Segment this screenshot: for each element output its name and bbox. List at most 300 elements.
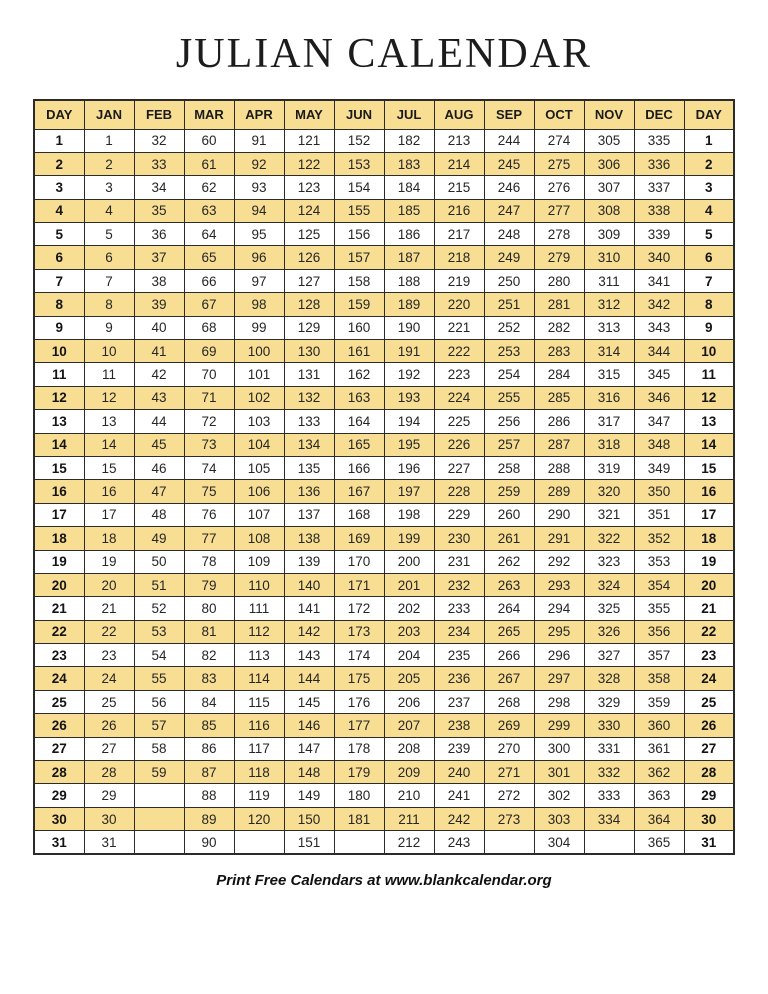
- table-cell: 7: [34, 269, 84, 292]
- table-cell: 107: [234, 503, 284, 526]
- table-cell: 149: [284, 784, 334, 807]
- table-cell: 241: [434, 784, 484, 807]
- table-cell: 18: [84, 527, 134, 550]
- table-cell: 300: [534, 737, 584, 760]
- table-row: [34, 644, 734, 667]
- table-cell: 176: [334, 690, 384, 713]
- table-cell: 302: [534, 784, 584, 807]
- table-cell: 102: [234, 386, 284, 409]
- table-cell: 299: [534, 714, 584, 737]
- table-cell: 272: [484, 784, 534, 807]
- table-cell: 354: [634, 573, 684, 596]
- table-row: [34, 597, 734, 620]
- table-cell: 13: [84, 410, 134, 433]
- table-cell: 238: [434, 714, 484, 737]
- table-cell: 262: [484, 550, 534, 573]
- table-row: [34, 293, 734, 316]
- table-cell: 339: [634, 223, 684, 246]
- table-cell: 324: [584, 573, 634, 596]
- table-cell: 248: [484, 223, 534, 246]
- table-cell: 271: [484, 761, 534, 784]
- table-cell: 351: [634, 503, 684, 526]
- table-row: [34, 340, 734, 363]
- table-cell: 12: [84, 386, 134, 409]
- table-cell: 25: [34, 690, 84, 713]
- table-cell: 50: [134, 550, 184, 573]
- table-row: [34, 527, 734, 550]
- table-cell: 189: [384, 293, 434, 316]
- table-cell: 220: [434, 293, 484, 316]
- table-cell: 249: [484, 246, 534, 269]
- table-cell: 306: [584, 152, 634, 175]
- table-cell: 183: [384, 152, 434, 175]
- table-cell: 338: [634, 199, 684, 222]
- table-cell: 269: [484, 714, 534, 737]
- table-cell: 346: [634, 386, 684, 409]
- table-cell: 239: [434, 737, 484, 760]
- table-cell: 200: [384, 550, 434, 573]
- table-cell: 57: [134, 714, 184, 737]
- table-row: [34, 831, 734, 854]
- table-cell: 195: [384, 433, 434, 456]
- table-cell: 225: [434, 410, 484, 433]
- table-cell: 58: [134, 737, 184, 760]
- table-cell: 186: [384, 223, 434, 246]
- table-cell: 65: [184, 246, 234, 269]
- table-cell: 37: [134, 246, 184, 269]
- table-cell: 18: [684, 527, 734, 550]
- table-cell: 31: [84, 831, 134, 854]
- table-cell: 231: [434, 550, 484, 573]
- table-cell: 168: [334, 503, 384, 526]
- table-cell: 143: [284, 644, 334, 667]
- table-cell: 54: [134, 644, 184, 667]
- table-cell: 237: [434, 690, 484, 713]
- table-cell: 332: [584, 761, 634, 784]
- table-cell: 188: [384, 269, 434, 292]
- table-cell: 38: [134, 269, 184, 292]
- table-cell: 83: [184, 667, 234, 690]
- table-cell: 342: [634, 293, 684, 316]
- table-cell: 11: [34, 363, 84, 386]
- table-cell: 3: [84, 176, 134, 199]
- table-row: [34, 410, 734, 433]
- table-cell: 194: [384, 410, 434, 433]
- table-cell: 18: [34, 527, 84, 550]
- table-cell: 19: [84, 550, 134, 573]
- table-cell: 208: [384, 737, 434, 760]
- table-cell: 98: [234, 293, 284, 316]
- table-cell: 124: [284, 199, 334, 222]
- table-cell: 80: [184, 597, 234, 620]
- table-cell: [134, 831, 184, 854]
- table-cell: 1: [684, 129, 734, 152]
- table-cell: 356: [634, 620, 684, 643]
- table-cell: 210: [384, 784, 434, 807]
- table-cell: 198: [384, 503, 434, 526]
- table-cell: 3: [684, 176, 734, 199]
- table-cell: 216: [434, 199, 484, 222]
- table-cell: 359: [634, 690, 684, 713]
- table-cell: 19: [34, 550, 84, 573]
- table-cell: 136: [284, 480, 334, 503]
- table-cell: 51: [134, 573, 184, 596]
- table-cell: 349: [634, 456, 684, 479]
- table-cell: 15: [84, 456, 134, 479]
- table-cell: 131: [284, 363, 334, 386]
- table-row: [34, 480, 734, 503]
- table-cell: 13: [684, 410, 734, 433]
- table-cell: 218: [434, 246, 484, 269]
- table-cell: 16: [34, 480, 84, 503]
- table-cell: 259: [484, 480, 534, 503]
- table-cell: 172: [334, 597, 384, 620]
- table-cell: 363: [634, 784, 684, 807]
- table-cell: 8: [34, 293, 84, 316]
- table-cell: 323: [584, 550, 634, 573]
- table-cell: 283: [534, 340, 584, 363]
- table-cell: 263: [484, 573, 534, 596]
- table-cell: 23: [684, 644, 734, 667]
- table-cell: 109: [234, 550, 284, 573]
- column-header-day: DAY: [34, 100, 84, 129]
- column-header-apr: APR: [234, 100, 284, 129]
- table-cell: 182: [384, 129, 434, 152]
- table-cell: 135: [284, 456, 334, 479]
- table-cell: 117: [234, 737, 284, 760]
- table-cell: 115: [234, 690, 284, 713]
- header-row: [34, 100, 734, 129]
- table-cell: 297: [534, 667, 584, 690]
- table-row: [34, 269, 734, 292]
- table-cell: 4: [34, 199, 84, 222]
- table-cell: 251: [484, 293, 534, 316]
- table-cell: [134, 807, 184, 830]
- table-cell: 26: [34, 714, 84, 737]
- table-cell: 63: [184, 199, 234, 222]
- table-cell: 21: [684, 597, 734, 620]
- table-row: [34, 503, 734, 526]
- table-cell: 30: [84, 807, 134, 830]
- table-cell: 7: [684, 269, 734, 292]
- table-cell: 39: [134, 293, 184, 316]
- table-cell: 19: [684, 550, 734, 573]
- table-cell: 290: [534, 503, 584, 526]
- table-cell: 310: [584, 246, 634, 269]
- table-cell: 6: [34, 246, 84, 269]
- table-cell: 17: [34, 503, 84, 526]
- table-cell: 185: [384, 199, 434, 222]
- table-cell: 31: [34, 831, 84, 854]
- table-cell: 309: [584, 223, 634, 246]
- table-cell: 88: [184, 784, 234, 807]
- table-cell: 345: [634, 363, 684, 386]
- table-cell: 228: [434, 480, 484, 503]
- table-cell: 127: [284, 269, 334, 292]
- column-header-day-right: DAY: [684, 100, 734, 129]
- table-cell: 113: [234, 644, 284, 667]
- table-cell: 121: [284, 129, 334, 152]
- table-row: [34, 363, 734, 386]
- column-header-feb: FEB: [134, 100, 184, 129]
- table-cell: 21: [34, 597, 84, 620]
- table-cell: 347: [634, 410, 684, 433]
- table-cell: 20: [84, 573, 134, 596]
- table-cell: 77: [184, 527, 234, 550]
- table-cell: 181: [334, 807, 384, 830]
- table-cell: 27: [684, 737, 734, 760]
- column-header-jul: JUL: [384, 100, 434, 129]
- table-cell: 153: [334, 152, 384, 175]
- table-cell: 43: [134, 386, 184, 409]
- table-cell: 267: [484, 667, 534, 690]
- table-cell: 20: [34, 573, 84, 596]
- table-cell: 191: [384, 340, 434, 363]
- table-cell: 4: [84, 199, 134, 222]
- table-cell: 5: [84, 223, 134, 246]
- table-cell: 202: [384, 597, 434, 620]
- table-cell: 294: [534, 597, 584, 620]
- table-cell: 322: [584, 527, 634, 550]
- table-row: [34, 456, 734, 479]
- table-cell: 174: [334, 644, 384, 667]
- table-cell: 69: [184, 340, 234, 363]
- table-cell: 285: [534, 386, 584, 409]
- table-cell: 303: [534, 807, 584, 830]
- table-cell: 291: [534, 527, 584, 550]
- table-cell: 352: [634, 527, 684, 550]
- table-cell: 157: [334, 246, 384, 269]
- table-cell: 2: [684, 152, 734, 175]
- table-cell: 126: [284, 246, 334, 269]
- table-cell: 250: [484, 269, 534, 292]
- table-cell: 122: [284, 152, 334, 175]
- table-cell: 275: [534, 152, 584, 175]
- table-cell: 329: [584, 690, 634, 713]
- table-cell: 226: [434, 433, 484, 456]
- table-cell: 328: [584, 667, 634, 690]
- table-cell: 257: [484, 433, 534, 456]
- table-cell: 17: [84, 503, 134, 526]
- table-cell: 9: [84, 316, 134, 339]
- table-cell: 232: [434, 573, 484, 596]
- table-cell: 327: [584, 644, 634, 667]
- table-cell: 282: [534, 316, 584, 339]
- table-cell: 70: [184, 363, 234, 386]
- table-cell: 27: [34, 737, 84, 760]
- table-cell: 111: [234, 597, 284, 620]
- table-cell: 1: [34, 129, 84, 152]
- table-cell: 61: [184, 152, 234, 175]
- table-cell: 279: [534, 246, 584, 269]
- table-cell: 141: [284, 597, 334, 620]
- table-cell: 273: [484, 807, 534, 830]
- table-cell: 171: [334, 573, 384, 596]
- table-row: [34, 714, 734, 737]
- table-cell: 165: [334, 433, 384, 456]
- table-cell: 265: [484, 620, 534, 643]
- table-row: [34, 573, 734, 596]
- table-cell: 244: [484, 129, 534, 152]
- table-cell: 325: [584, 597, 634, 620]
- table-cell: 246: [484, 176, 534, 199]
- table-cell: 29: [84, 784, 134, 807]
- table-cell: 14: [34, 433, 84, 456]
- table-cell: 106: [234, 480, 284, 503]
- table-cell: 203: [384, 620, 434, 643]
- table-cell: 307: [584, 176, 634, 199]
- table-cell: 276: [534, 176, 584, 199]
- table-cell: 330: [584, 714, 634, 737]
- table-cell: 2: [84, 152, 134, 175]
- table-cell: 341: [634, 269, 684, 292]
- table-cell: 1: [84, 129, 134, 152]
- table-cell: 207: [384, 714, 434, 737]
- table-cell: 5: [684, 223, 734, 246]
- table-cell: 247: [484, 199, 534, 222]
- table-cell: 133: [284, 410, 334, 433]
- table-cell: [584, 831, 634, 854]
- table-cell: 28: [684, 761, 734, 784]
- table-row: [34, 129, 734, 152]
- table-row: [34, 620, 734, 643]
- table-cell: [234, 831, 284, 854]
- column-header-may: MAY: [284, 100, 334, 129]
- table-cell: 243: [434, 831, 484, 854]
- column-header-dec: DEC: [634, 100, 684, 129]
- table-cell: 14: [84, 433, 134, 456]
- table-cell: 76: [184, 503, 234, 526]
- table-cell: 10: [84, 340, 134, 363]
- table-cell: 66: [184, 269, 234, 292]
- table-cell: 52: [134, 597, 184, 620]
- table-cell: 280: [534, 269, 584, 292]
- table-cell: 129: [284, 316, 334, 339]
- table-cell: 16: [684, 480, 734, 503]
- table-cell: 82: [184, 644, 234, 667]
- table-cell: 27: [84, 737, 134, 760]
- table-cell: 206: [384, 690, 434, 713]
- table-cell: 7: [84, 269, 134, 292]
- table-cell: 151: [284, 831, 334, 854]
- table-cell: 190: [384, 316, 434, 339]
- table-row: [34, 223, 734, 246]
- table-cell: 301: [534, 761, 584, 784]
- table-cell: 214: [434, 152, 484, 175]
- table-cell: 364: [634, 807, 684, 830]
- table-cell: 268: [484, 690, 534, 713]
- table-cell: 22: [684, 620, 734, 643]
- table-cell: 75: [184, 480, 234, 503]
- table-cell: 154: [334, 176, 384, 199]
- table-cell: 94: [234, 199, 284, 222]
- table-cell: 348: [634, 433, 684, 456]
- table-cell: 337: [634, 176, 684, 199]
- table-cell: 8: [684, 293, 734, 316]
- table-row: [34, 433, 734, 456]
- table-cell: 119: [234, 784, 284, 807]
- table-cell: 32: [134, 129, 184, 152]
- table-cell: 288: [534, 456, 584, 479]
- table-cell: 211: [384, 807, 434, 830]
- table-cell: 3: [34, 176, 84, 199]
- table-cell: 20: [684, 573, 734, 596]
- table-cell: 270: [484, 737, 534, 760]
- table-cell: 34: [134, 176, 184, 199]
- table-cell: 134: [284, 433, 334, 456]
- table-cell: 116: [234, 714, 284, 737]
- table-cell: 56: [134, 690, 184, 713]
- table-cell: 104: [234, 433, 284, 456]
- table-cell: 24: [34, 667, 84, 690]
- table-cell: 196: [384, 456, 434, 479]
- column-header-nov: NOV: [584, 100, 634, 129]
- table-cell: 89: [184, 807, 234, 830]
- table-cell: 212: [384, 831, 434, 854]
- table-cell: 114: [234, 667, 284, 690]
- table-cell: 317: [584, 410, 634, 433]
- table-cell: 137: [284, 503, 334, 526]
- column-header-jun: JUN: [334, 100, 384, 129]
- table-cell: 178: [334, 737, 384, 760]
- table-cell: 353: [634, 550, 684, 573]
- table-cell: 90: [184, 831, 234, 854]
- table-cell: 264: [484, 597, 534, 620]
- table-cell: 22: [34, 620, 84, 643]
- table-cell: 360: [634, 714, 684, 737]
- table-row: [34, 386, 734, 409]
- table-cell: 253: [484, 340, 534, 363]
- table-cell: 150: [284, 807, 334, 830]
- table-cell: 28: [34, 761, 84, 784]
- table-cell: 361: [634, 737, 684, 760]
- table-row: [34, 246, 734, 269]
- table-cell: 97: [234, 269, 284, 292]
- column-header-aug: AUG: [434, 100, 484, 129]
- table-cell: 355: [634, 597, 684, 620]
- table-cell: 62: [184, 176, 234, 199]
- table-cell: 340: [634, 246, 684, 269]
- table-cell: 14: [684, 433, 734, 456]
- table-cell: 314: [584, 340, 634, 363]
- table-cell: 336: [634, 152, 684, 175]
- table-cell: 163: [334, 386, 384, 409]
- table-row: [34, 737, 734, 760]
- table-cell: 284: [534, 363, 584, 386]
- table-cell: 333: [584, 784, 634, 807]
- table-cell: 103: [234, 410, 284, 433]
- table-cell: 252: [484, 316, 534, 339]
- table-cell: 261: [484, 527, 534, 550]
- table-cell: 357: [634, 644, 684, 667]
- table-cell: 40: [134, 316, 184, 339]
- table-cell: 147: [284, 737, 334, 760]
- table-cell: 161: [334, 340, 384, 363]
- table-cell: 44: [134, 410, 184, 433]
- table-cell: 175: [334, 667, 384, 690]
- table-cell: 92: [234, 152, 284, 175]
- table-cell: 215: [434, 176, 484, 199]
- table-cell: 10: [34, 340, 84, 363]
- table-head: [34, 100, 734, 129]
- table-cell: 25: [84, 690, 134, 713]
- table-cell: 258: [484, 456, 534, 479]
- column-header-oct: OCT: [534, 100, 584, 129]
- footer-credit: Print Free Calendars at www.blankcalendar.org: [216, 872, 552, 890]
- table-cell: 96: [234, 246, 284, 269]
- table-cell: 278: [534, 223, 584, 246]
- julian-calendar-table: [33, 99, 735, 855]
